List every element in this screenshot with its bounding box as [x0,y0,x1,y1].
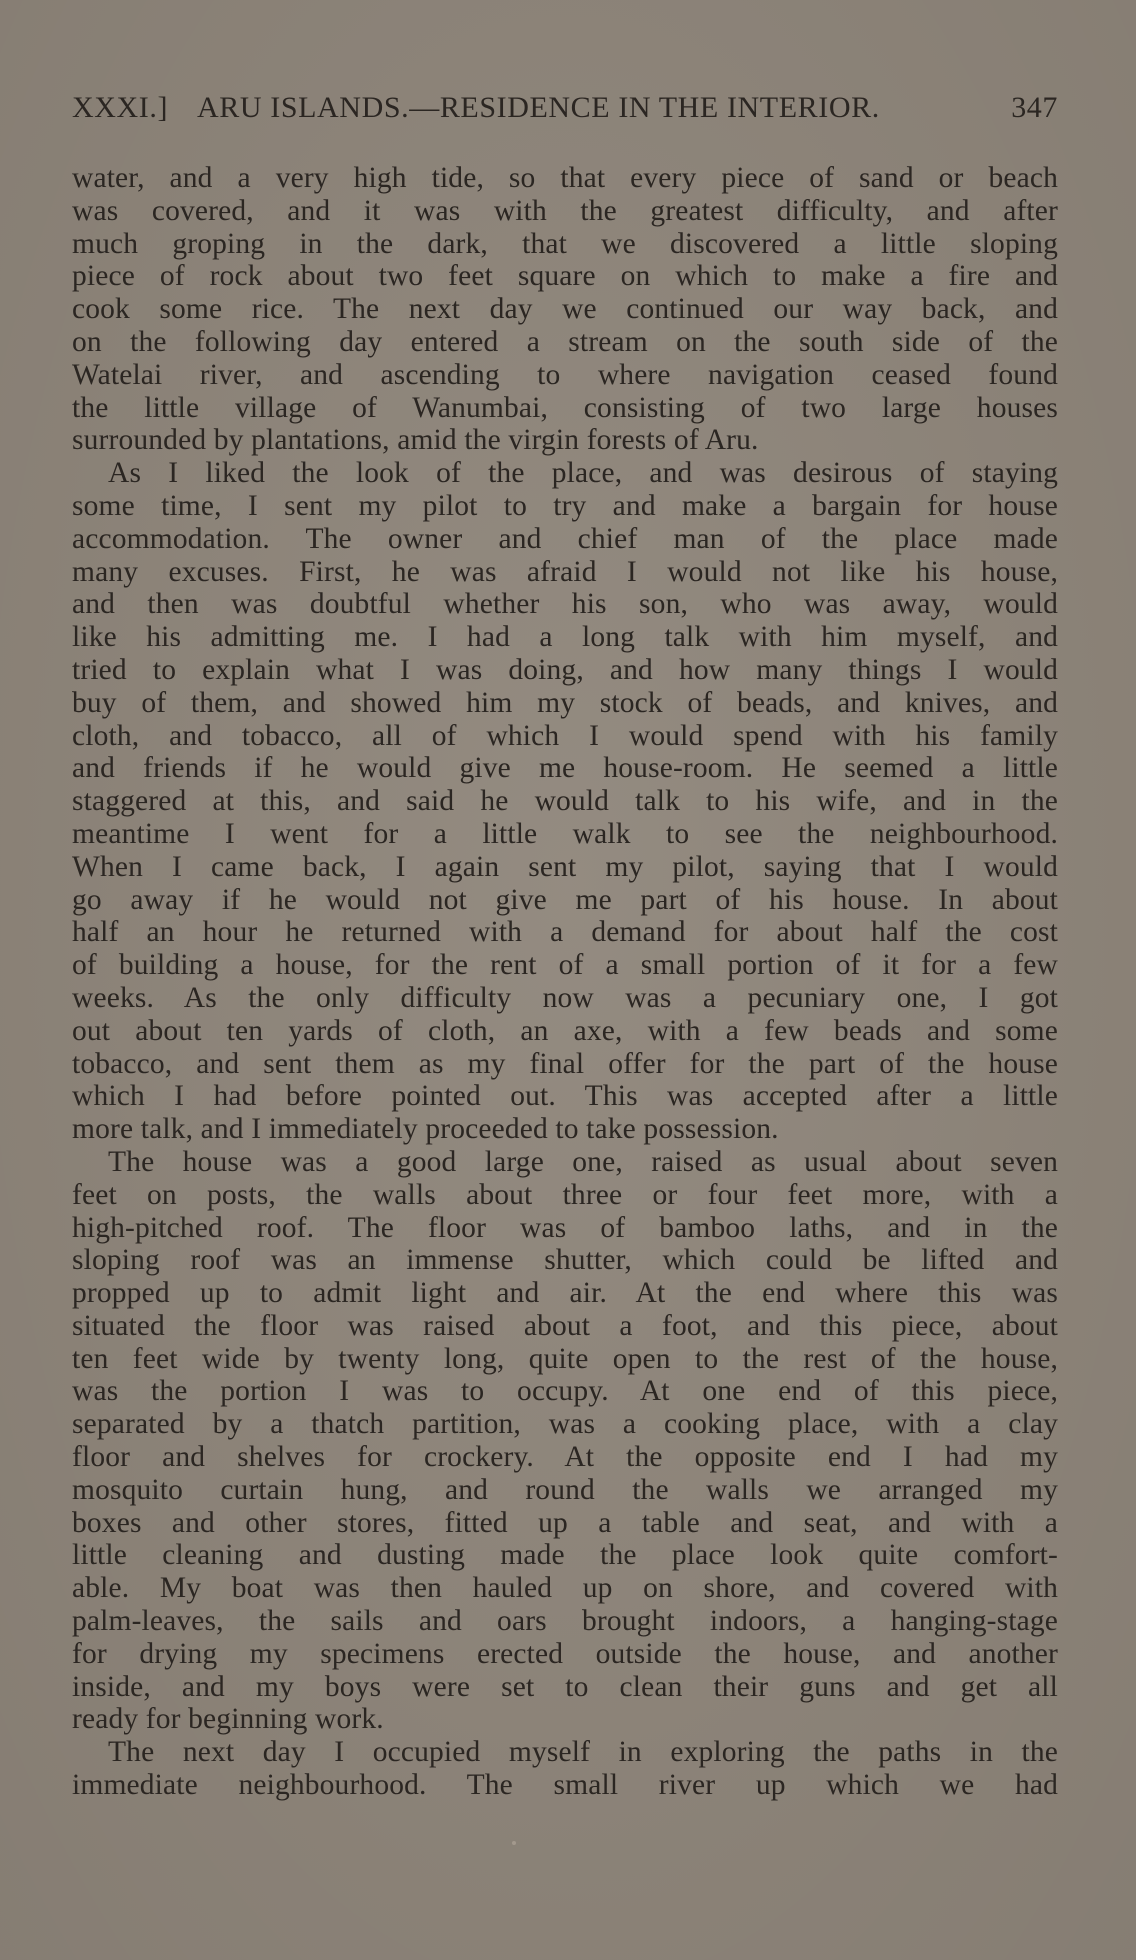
text-line: piece of rock about two feet square on which to make a fire and [72,260,1058,293]
text-line: some time, I sent my pilot to try and make a bargain for house [72,489,1058,522]
text-line: immediate neighbourhood. The small river up which we had [72,1769,1058,1802]
text-line: meantime I went for a little walk to see the neighbourhood. [72,817,1058,850]
text-line: water, and a very high tide, so that every piece of sand or beach [72,162,1058,194]
text-line: staggered at this, and said he would talk to his wife, and in the [72,785,1058,818]
text-line: inside, and my boys were set to clean their guns and get all [72,1670,1058,1703]
text-line: and friends if he would give me house-room. He seemed a little [72,752,1058,785]
paper-speck [512,1841,516,1845]
text-line: surrounded by plantations, amid the virgin forests of Aru. [72,424,759,457]
page-number: 347 [1011,91,1058,124]
chapter-number: XXXI.] [72,91,169,124]
text-line: and then was doubtful whether his son, who was away, would [72,588,1058,621]
text-line: for drying my specimens erected outside the house, and another [72,1637,1058,1670]
text-line: of building a house, for the rent of a small portion of it for a few [72,949,1058,982]
text-line: boxes and other stores, fitted up a table and seat, and with a [72,1506,1058,1539]
text-line: The next day I occupied myself in exploring the paths in the [108,1736,1058,1769]
text-line: ten feet wide by twenty long, quite open to the rest of the house, [72,1342,1058,1375]
text-line: mosquito curtain hung, and round the walls we arranged my [72,1473,1058,1506]
chapter-title: ARU ISLANDS.—RESIDENCE IN THE INTERIOR. [197,91,880,124]
text-line: was the portion I was to occupy. At one end of this piece, [72,1375,1058,1408]
text-line: was covered, and it was with the greatest difficulty, and after [72,194,1058,227]
text-line: high-pitched roof. The floor was of bamboo laths, and in the [72,1211,1058,1244]
text-line: little cleaning and dusting made the place look quite comfort- [72,1539,1058,1572]
text-line: the little village of Wanumbai, consisting of two large houses [72,391,1058,424]
text-line: tried to explain what I was doing, and how many things I would [72,653,1058,686]
text-line: out about ten yards of cloth, an axe, with a few beads and some [72,1014,1058,1047]
text-line: tobacco, and sent them as my final offer for the part of the house [72,1047,1058,1080]
text-line: separated by a thatch partition, was a cooking place, with a clay [72,1408,1058,1441]
text-line: go away if he would not give me part of his house. In about [72,883,1058,916]
text-line: which I had before pointed out. This was accepted after a little [72,1080,1058,1113]
text-line: accommodation. The owner and chief man of the place made [72,522,1058,555]
body-text [72,162,1058,1802]
text-line: When I came back, I again sent my pilot, saying that I would [72,850,1058,883]
text-line: palm-leaves, the sails and oars brought indoors, a hanging-stage [72,1605,1058,1638]
text-line: many excuses. First, he was afraid I would not like his house, [72,555,1058,588]
text-line: situated the floor was raised about a foot, and this piece, about [72,1309,1058,1342]
text-line: cook some rice. The next day we continued our way back, and [72,293,1058,326]
text-line: sloping roof was an immense shutter, which could be lifted and [72,1244,1058,1277]
text-line: buy of them, and showed him my stock of beads, and knives, and [72,686,1058,719]
text-line: feet on posts, the walls about three or four feet more, with a [72,1178,1058,1211]
text-line: more talk, and I immediately proceeded to take possession. [72,1113,779,1146]
running-head [72,88,1058,128]
text-line: floor and shelves for crockery. At the opposite end I had my [72,1441,1058,1474]
text-line: Watelai river, and ascending to where navigation ceased found [72,358,1058,391]
text-line: weeks. As the only difficulty now was a pecuniary one, I got [72,981,1058,1014]
text-line: half an hour he returned with a demand for about half the cost [72,916,1058,949]
text-line: able. My boat was then hauled up on shore, and covered with [72,1572,1058,1605]
text-line: As I liked the look of the place, and was desirous of staying [108,457,1058,490]
text-line: like his admitting me. I had a long talk with him myself, and [72,621,1058,654]
text-line: The house was a good large one, raised as usual about seven [108,1145,1058,1178]
text-line: cloth, and tobacco, all of which I would spend with his family [72,719,1058,752]
text-line: on the following day entered a stream on the south side of the [72,325,1058,358]
text-line: propped up to admit light and air. At the end where this was [72,1277,1058,1310]
text-line: much groping in the dark, that we discovered a little sloping [72,227,1058,260]
text-line: ready for beginning work. [72,1703,384,1736]
